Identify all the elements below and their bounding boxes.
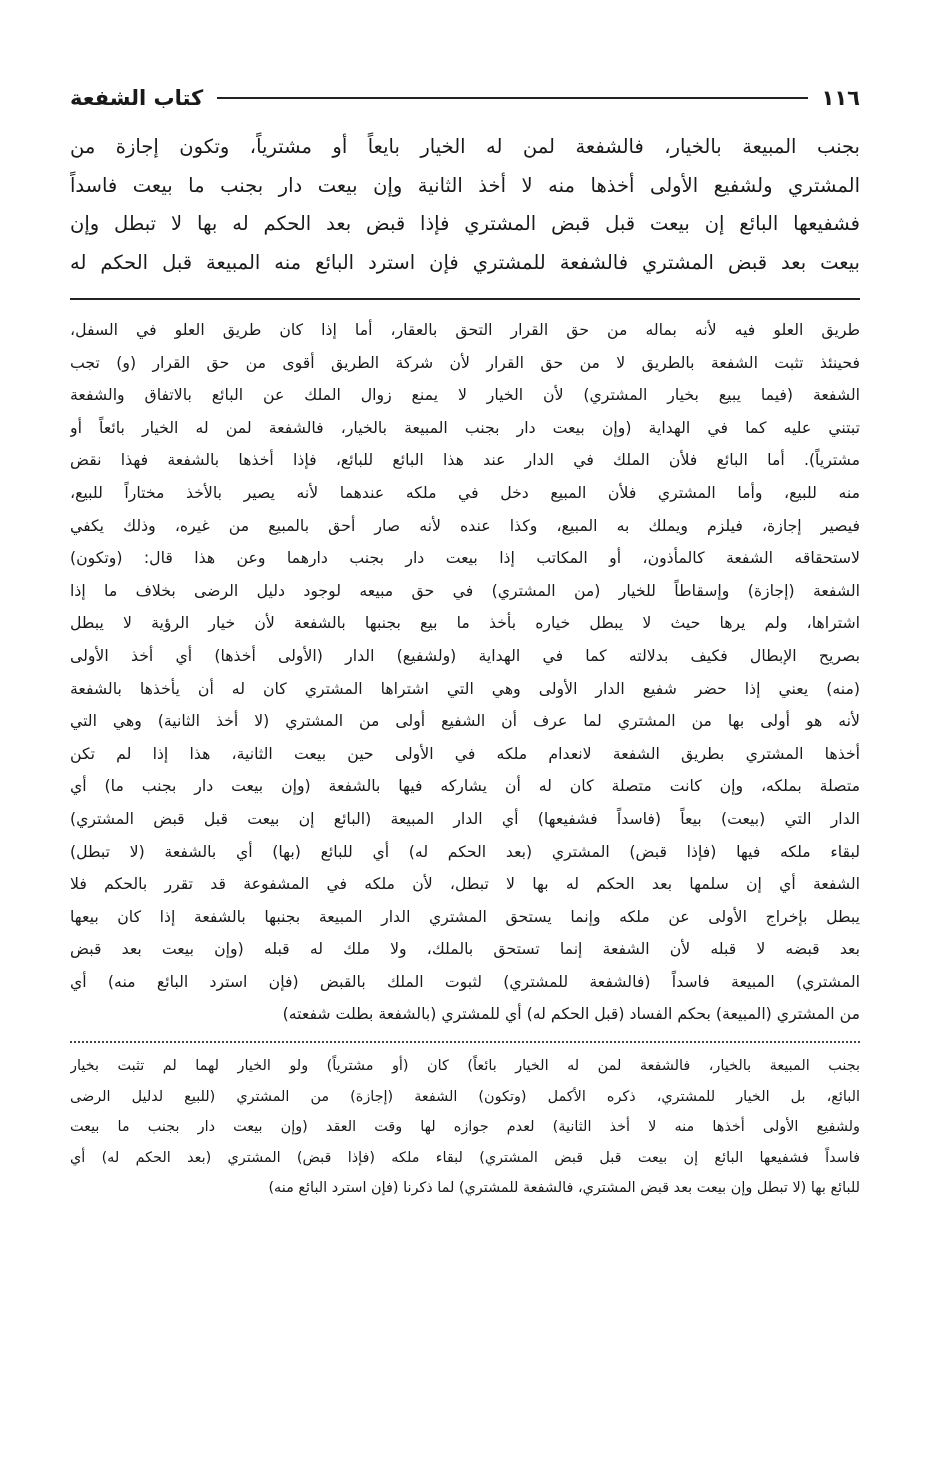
commentary-line: (منه) يعني إذا حضر شفيع الدار الأولى وهي التي اشتراها المشتري كان له أن يأخذها بالشفعة xyxy=(70,678,860,698)
commentary-line: بعد قبضه لا قبله لأن الشفعة إنما تستحق بالملك، ولا ملك له قبله (وإن بيعت بعد قبض xyxy=(70,939,860,959)
commentary-line: مشترياً). أما البائع فلأن الملك في الدار عند هذا البائع للبائع، فإذا أخذها بالشفعة فهذا نقض xyxy=(70,450,860,470)
commentary-line: فيصير إجازة، فيلزم ويملك به المبيع، وكذا عنده لأنه صار أحق بالمبيع من غيره، وذلك يكفي xyxy=(70,515,860,535)
commentary-line: الدار التي (بيعت) بيعاً (فاسداً فشفيعها) أي الدار المبيعة (البائع إن بيعت قبل قبض المشتري) xyxy=(70,808,860,828)
main-text-line: بجنب المبيعة بالخيار، فالشفعة لمن له الخيار بايعاً أو مشترياً، وتكون إجازة من xyxy=(70,135,860,158)
main-text-line: فشفيعها البائع إن بيعت قبل قبض المشتري فإذا قبض بعد الحكم له بها لا تبطل وإن xyxy=(70,212,860,235)
header-rule xyxy=(217,97,807,99)
main-text-line: المشتري ولشفيع الأولى أخذها منه لا أخذ الثانية وإن بيعت دار بجنب ما بيعت فاسداً xyxy=(70,173,860,197)
commentary-line: اشتراها، ولم يرها حيث لا يبطل خياره بأخذ ما بيع بجنبها بالشفعة لأن خيار الرؤية لا يبطل xyxy=(70,613,860,633)
gloss-line: بجنب المبيعة بالخيار، فالشفعة لمن له الخيار بائعاً) كان (أو مشترياً) ولو الخيار لهما لم تثبت بخيار xyxy=(70,1058,860,1075)
gloss-line: للبائع بها (لا تبطل وإن بيعت بعد قبض المشتري، فالشفعة للمشتري) لما ذكرنا (فإن استرد البائع منه) xyxy=(268,1180,860,1197)
commentary-line: تبتني عليه كما في الهداية (وإن بيعت دار بجنب المبيعة بالخيار، فالشفعة لمن له الخيار بائعاً أو xyxy=(70,417,860,437)
commentary-line: لأنه هو أولى بها من المشتري لما عرف أن الشفيع أولى من المشتري (لا أخذ الثانية) وهي التي xyxy=(70,711,860,731)
page-header xyxy=(70,78,860,118)
gloss-line: ولشفيع الأولى أخذها منه لا أخذ الثانية) لعدم جوازه لها وقت العقد (وإن بيعت دار بجنب ما بيعت xyxy=(70,1119,860,1136)
main-text xyxy=(70,128,860,282)
commentary-line: بصريح الإبطال فكيف بدلالته كما في الهداية (ولشفيع) الدار (الأولى أخذها) أي أخذ الأولى xyxy=(70,645,860,665)
commentary-line: لبقاء ملكه فيها (فإذا قبض) المشتري (بعد الحكم له) أي للبائع (بها) أي بالشفعة (لا تبطل) xyxy=(70,841,860,861)
commentary-line: أخذها المشتري بطريق الشفعة لانعدام ملكه في الأولى حين بيعت الثانية، هذا إذا لم تكن xyxy=(70,743,860,763)
commentary-line: لاستحقاقه الشفعة كالمأذون، أو المكاتب إذا بيعت دار بجنب دارهما وعن هذا قال: (وتكون) xyxy=(70,548,860,568)
commentary-line: يبطل بإخراج الأولى عن ملكه وإنما يستحق المشتري الدار المبيعة بجنبها بالشفعة إذا كان بيعها xyxy=(70,906,860,926)
gloss-line: فاسداً فشفيعها البائع إن بيعت قبل قبض المشتري) لبقاء ملكه (فإذا قبض) المشتري (بعد الحكم له) أي xyxy=(70,1149,860,1166)
commentary xyxy=(70,314,860,1031)
commentary-line: الشفعة (إجازة) وإسقاطاً للخيار (من المشتري) في حق مبيعه لوجود دليل الرضى بخلاف ما إذا xyxy=(70,580,860,600)
commentary-line: فحينئذ تثبت الشفعة بالطريق لا من حق القرار لأن شركة الطريق أقوى من حق القرار (و) تجب xyxy=(70,352,860,372)
commentary-line: منه للبيع، وأما المشتري فلأن المبيع دخل في ملكه عندهما لأنه يصير بالأخذ مختاراً للبيع، xyxy=(70,482,860,502)
page-number: ١١٦ xyxy=(821,86,860,110)
commentary-line: متصلة بملكه، وإن كانت متصلة كان له أن يشاركه فيها بالشفعة (وإن بيعت دار بجنب ما) أي xyxy=(70,776,860,796)
gloss xyxy=(70,1051,860,1204)
book-page xyxy=(70,78,860,1204)
gloss-divider xyxy=(70,1041,860,1043)
commentary-line: من المشتري (المبيعة) بحكم الفساد (قبل الحكم له) أي للمشتري (بالشفعة بطلت شفعته) xyxy=(282,1004,860,1024)
main-divider xyxy=(70,298,860,300)
running-title: كتاب الشفعة xyxy=(70,86,204,110)
main-text-line: بيعت بعد قبض المشتري فالشفعة للمشتري فإن استرد البائع منه المبيعة قبل الحكم له xyxy=(70,250,860,274)
commentary-line: المشتري) المبيعة فاسداً (فالشفعة للمشتري) لثبوت الملك بالقبض (فإن استرد البائع منه) أي xyxy=(70,971,860,991)
commentary-line: طريق العلو فيه لأنه بماله من حق القرار التحق بالعقار، أما إذا كان طريق العلو في السفل، xyxy=(70,320,860,339)
commentary-line: الشفعة (فيما يبيع بخيار المشتري) لأن الخيار لا يمنع زوال الملك عن البائع بالاتفاق والشفعة xyxy=(70,385,860,405)
gloss-line: البائع، بل الخيار للمشتري، ذكره الأكمل (وتكون) الشفعة (إجازة) من المشتري (للبيع لدليل الرضى xyxy=(70,1088,860,1105)
commentary-line: الشفعة أي إن سلمها بعد الحكم له بها لا تبطل، لأن ملكه في المشفوعة قد تقرر بالحكم فلا xyxy=(70,874,860,894)
